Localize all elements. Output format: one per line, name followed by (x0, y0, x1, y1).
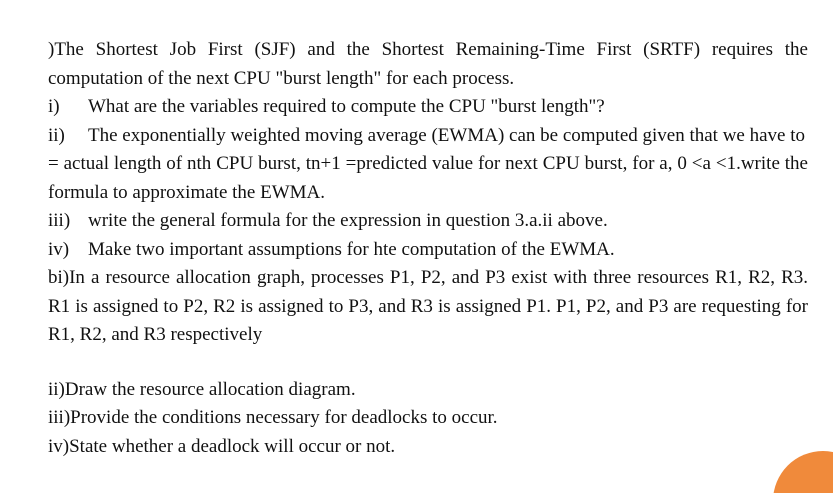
question-iv (48, 236, 808, 265)
question-i-number: i) (48, 96, 60, 117)
question-ii-line1: The exponentially weighted moving average (EWMA) can be computed given that we have to (88, 124, 805, 146)
question-i-text: What are the variables required to compute the CPU "burst length"? (88, 96, 605, 117)
spacer (48, 350, 808, 376)
question-ii (48, 122, 808, 151)
part-b-intro: bi)In a resource allocation graph, processes P1, P2, and P3 exist with three resources R1, R2, R3. R1 is assigned to P2, R2 is assigned to P3, and R3 is assigned P1. P1, P2, and P3 are requesting for R1, R2, and R3 respectively (48, 267, 808, 345)
question-i (48, 93, 808, 122)
question-text (48, 36, 808, 461)
question-iii (48, 207, 808, 236)
question-iv-text: Make two important assumptions for hte computation of the EWMA. (88, 238, 615, 260)
question-iii-text: write the general formula for the expression in question 3.a.ii above. (88, 210, 608, 231)
question-iv-number: iv) (48, 238, 70, 260)
intro-paragraph: )The Shortest Job First (SJF) and the Shortest Remaining-Time First (SRTF) requires the computation of the next CPU "burst length" for each process. (48, 39, 808, 89)
question-iii-number: iii) (48, 210, 71, 231)
question-ii-number: ii) (48, 124, 65, 146)
part-b-ii: ii)Draw the resource allocation diagram. (48, 378, 356, 400)
part-b-iv: iv)State whether a deadlock will occur or not. (48, 435, 396, 457)
question-ii-continuation: = actual length of nth CPU burst, tn+1 =predicted value for next CPU burst, for a, 0 <a <1.write the formula to approximate the EWMA. (48, 153, 808, 203)
part-b-iii: iii)Provide the conditions necessary for deadlocks to occur. (48, 407, 498, 428)
